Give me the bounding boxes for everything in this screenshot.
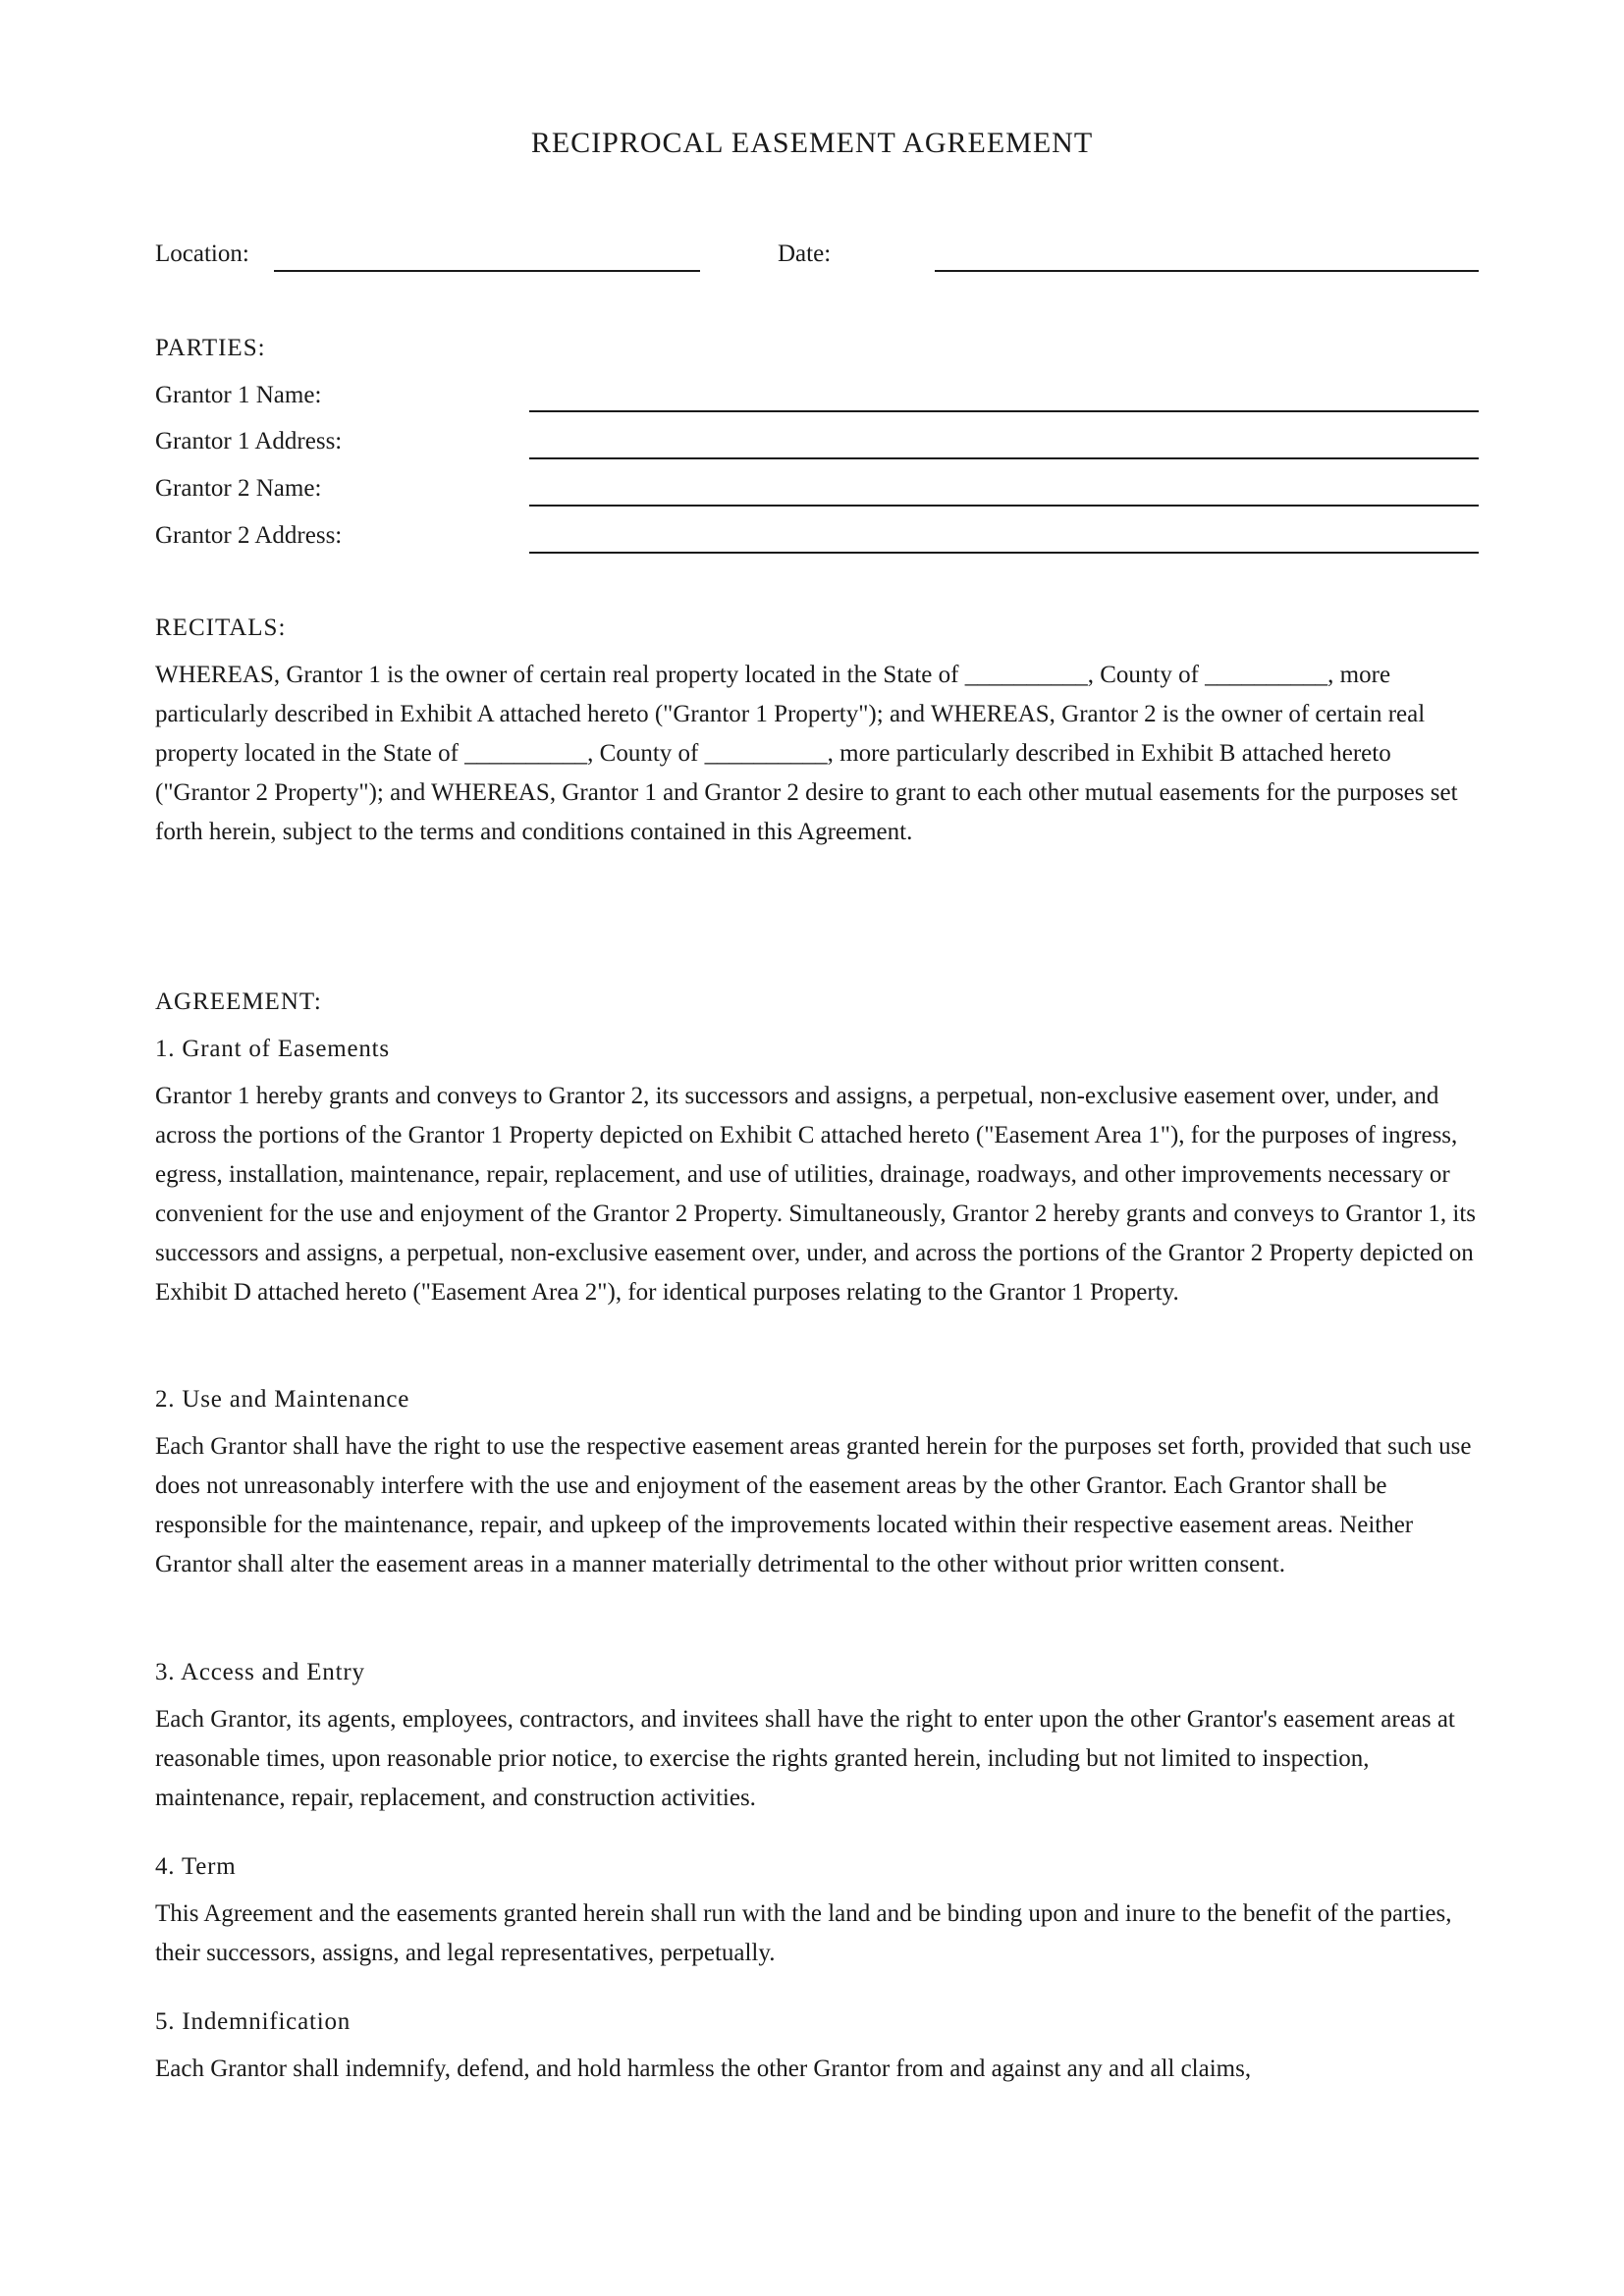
- date-field[interactable]: [935, 270, 1479, 272]
- grantor2-address-field[interactable]: [529, 552, 1479, 554]
- document-title: RECIPROCAL EASEMENT AGREEMENT: [530, 127, 1094, 159]
- section-title: 3. Access and Entry: [155, 1659, 365, 1685]
- section-title: 4. Term: [155, 1853, 237, 1880]
- grantor1-name-label: Grantor 1 Name:: [155, 382, 322, 408]
- location-field[interactable]: [274, 270, 700, 272]
- section-text: Each Grantor shall have the right to use the respective easement areas granted herein for the purposes set forth, provided that such use does not unreasonably interfere with the use and enjoyment of the easement areas by the other Grantor. Each Grantor shall be responsible for the maintenance, repair, and upkeep of the improvements located within their respective easement areas. Neither Grantor shall alter the easement areas in a manner materially detrimental to the other without prior written consent.: [155, 1433, 1472, 1577]
- grantor1-address-field[interactable]: [529, 457, 1479, 459]
- section-text: Grantor 1 hereby grants and conveys to Grantor 2, its successors and assigns, a perpetual, non-exclusive easement over, under, and across the portions of the Grantor 1 Property depicted on Exhibit C attached hereto ("Easement Area 1"), for the purposes of ingress, egress, installation, maintenance, repair, replacement, and use of utilities, drainage, roadways, and other improvements necessary or convenient for the use and enjoyment of the Grantor 2 Property. Simultaneously, Grantor 2 hereby grants and conveys to Grantor 1, its successors and assigns, a perpetual, non-exclusive easement over, under, and across the portions of the Grantor 2 Property depicted on Exhibit D attached hereto ("Easement Area 2"), for identical purposes relating to the Grantor 1 Property.: [155, 1083, 1477, 1306]
- section-title: 5. Indemnification: [155, 2008, 352, 2035]
- section-title: 1. Grant of Easements: [155, 1036, 390, 1062]
- grantor2-address-label: Grantor 2 Address:: [155, 522, 343, 549]
- section-title: 2. Use and Maintenance: [155, 1386, 410, 1413]
- section-text: This Agreement and the easements granted herein shall run with the land and be binding upon and inure to the benefit of the parties, their successors, assigns, and legal representatives, perpetually.: [155, 1900, 1452, 1966]
- date-label: Date:: [778, 240, 832, 267]
- parties-heading: PARTIES:: [155, 335, 266, 361]
- section-text: Each Grantor shall indemnify, defend, and hold harmless the other Grantor from and against any and all claims,: [155, 2056, 1252, 2082]
- recitals-text: WHEREAS, Grantor 1 is the owner of certain real property located in the State of __________, County of __________, more particularly described in Exhibit A attached hereto ("Grantor 1 Property"); and WHEREAS, Grantor 2 is the owner of certain real property located in the State of __________, County of __________, more particularly described in Exhibit B attached hereto ("Grantor 2 Property"); and WHEREAS, Grantor 1 and Grantor 2 desire to grant to each other mutual easements for the purposes set forth herein, subject to the terms and conditions contained in this Agreement.: [155, 662, 1458, 845]
- grantor2-name-label: Grantor 2 Name:: [155, 475, 322, 502]
- grantor1-address-label: Grantor 1 Address:: [155, 428, 343, 454]
- section-text: Each Grantor, its agents, employees, contractors, and invitees shall have the right to enter upon the other Grantor's easement areas at reasonable times, upon reasonable prior notice, to exercise the rights granted herein, including but not limited to inspection, maintenance, repair, replacement, and construction activities.: [155, 1706, 1455, 1811]
- agreement-heading: AGREEMENT:: [155, 988, 322, 1015]
- recitals-heading: RECITALS:: [155, 614, 287, 641]
- grantor2-name-field[interactable]: [529, 505, 1479, 507]
- grantor1-name-field[interactable]: [529, 410, 1479, 412]
- location-label: Location:: [155, 240, 249, 267]
